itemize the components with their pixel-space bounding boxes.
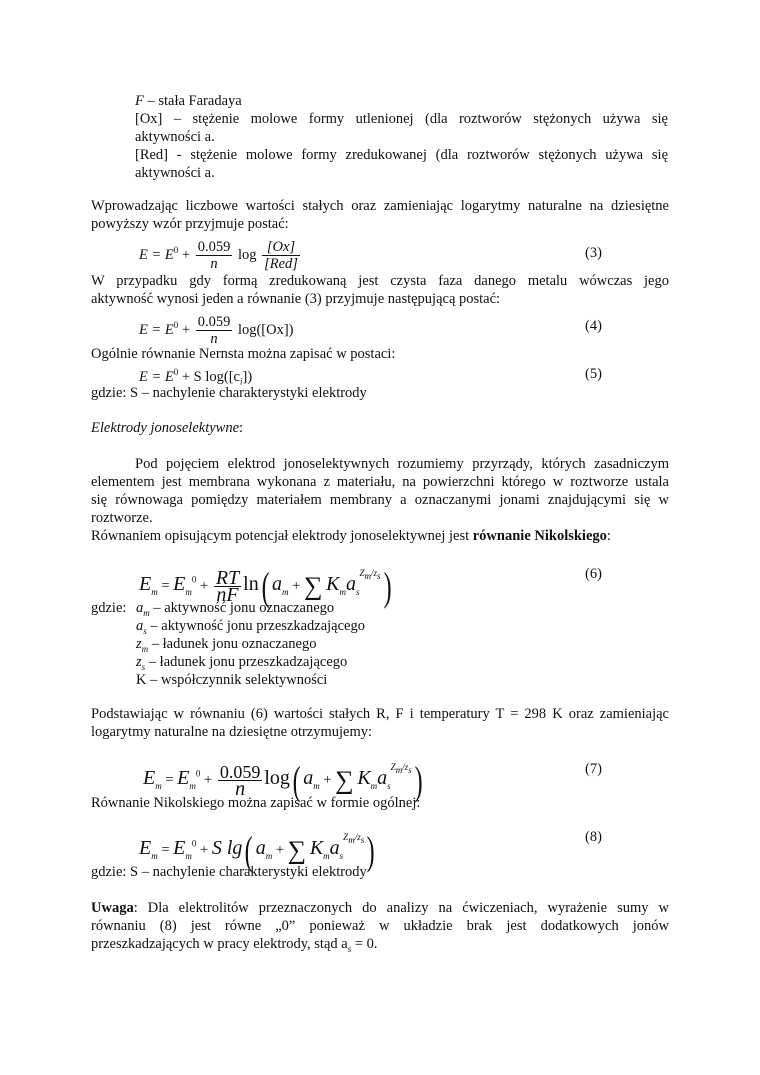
def-am: $a_m$ – aktywność jonu oznaczanego xyxy=(136,600,335,618)
def-Red-cont: aktywności a. xyxy=(135,165,215,181)
eq7-label: (7) xyxy=(585,761,602,777)
section-title: Elektrody jonoselektywne: xyxy=(91,420,244,436)
def-F: F – stała Faradaya xyxy=(135,93,242,109)
eq4-label: (4) xyxy=(585,318,602,334)
para2-line1: W przypadku gdy formą zredukowaną jest czysta faza danego metalu wówczas jego xyxy=(91,273,669,289)
def-Red: [Red] - stężenie molowe formy zredukowanej (dla roztworów stężonych używa się xyxy=(135,147,668,163)
gdzie1: gdzie: S – nachylenie charakterystyki elektrody xyxy=(91,385,367,401)
def-zm: $z_m$ – ładunek jonu oznaczanego xyxy=(136,636,317,654)
eq5-label: (5) xyxy=(585,366,602,382)
para1-line1: Wprowadzając liczbowe wartości stałych oraz zamieniając logarytmy naturalne na dziesiętne xyxy=(91,198,669,214)
para2-line2: aktywność wynosi jeden a równanie (3) przyjmuje następującą postać: xyxy=(91,291,501,307)
para4-line2: elementem jest membrana wykonana z materiału, na powierzchni którego w roztworze ustala xyxy=(91,474,669,490)
equation-8: $E_m = E_m^0 + S$ lg( $a_m$ + ∑ $K_ma_s^{Z_m/z_s}$) xyxy=(139,827,375,873)
def-as: $a_s$ – aktywność jonu przeszkadzającego xyxy=(136,618,365,636)
eq3-label: (3) xyxy=(585,245,602,261)
uwaga-line2: równaniu (8) jest równe „0” ponieważ w układzie brak jest dodatkowych jonów xyxy=(91,918,669,934)
def-zs: $z_s$ – ładunek jonu przeszkadzającego xyxy=(136,654,348,672)
def-Ox: [Ox] – stężenie molowe formy utlenionej (dla roztworów stężonych używa się xyxy=(135,111,668,127)
equation-6: $E_m = E_m^0$ + $\frac{RT}{nF}$ ln( $a_m$ + ∑ $K_ma_s^{Z_m/z_s}$) xyxy=(139,563,392,609)
def-Ox-cont: aktywności a. xyxy=(135,129,215,145)
para4-line4: roztworze. xyxy=(91,510,153,526)
gdzie2: gdzie: xyxy=(91,600,127,616)
para4-line3: się równowaga pomiędzy materiałem membrany a oznaczanymi jonami znajdującymi się w xyxy=(91,492,669,508)
para4-line1: Pod pojęciem elektrod jonoselektywnych rozumiemy przyrządy, których zasadniczym xyxy=(135,456,669,472)
eq8-label: (8) xyxy=(585,829,602,845)
eq6-label: (6) xyxy=(585,566,602,582)
equation-3: $E = E^0$ + $\frac{0.059}{n}$ log $\frac{[Ox]}{\text{[Red]}}$ xyxy=(139,239,298,272)
para6-line2: logarytmy naturalne na dziesiętne otrzymujemy: xyxy=(91,724,373,740)
equation-5: $E = E^0 + S$ $\log([c_i])$ xyxy=(139,367,253,387)
gdzie3: gdzie: S – nachylenie charakterystyki elektrody xyxy=(91,864,367,880)
para7: Równanie Nikolskiego można zapisać w formie ogólnej: xyxy=(91,795,421,811)
equation-7: $E_m = E_m^0$ + $\frac{0.059}{n}$ log( $a_m$ + ∑ $K_ma_s^{Z_m/z_s}$) xyxy=(143,757,423,803)
para5: Równaniem opisującym potencjał elektrody jonoselektywnej jest równanie Nikolskiego: xyxy=(91,528,611,544)
para1-line2: powyższy wzór przyjmuje postać: xyxy=(91,216,289,232)
para3: Ogólnie równanie Nernsta można zapisać w postaci: xyxy=(91,346,396,362)
para6-line1: Podstawiając w równaniu (6) wartości stałych R, F i temperatury T = 298 K oraz zamieniając xyxy=(91,706,669,722)
uwaga-line3: przeszkadzających w pracy elektrody, stąd $a_s = 0$. xyxy=(91,936,378,954)
def-K: K – współczynnik selektywności xyxy=(136,672,328,688)
equation-4: $E = E^0$ + $\frac{0.059}{n}$ log([Ox]) xyxy=(139,314,294,347)
uwaga-line1: Uwaga: Dla elektrolitów przeznaczonych do analizy na ćwiczeniach, wyrażenie sumy w xyxy=(91,900,669,916)
